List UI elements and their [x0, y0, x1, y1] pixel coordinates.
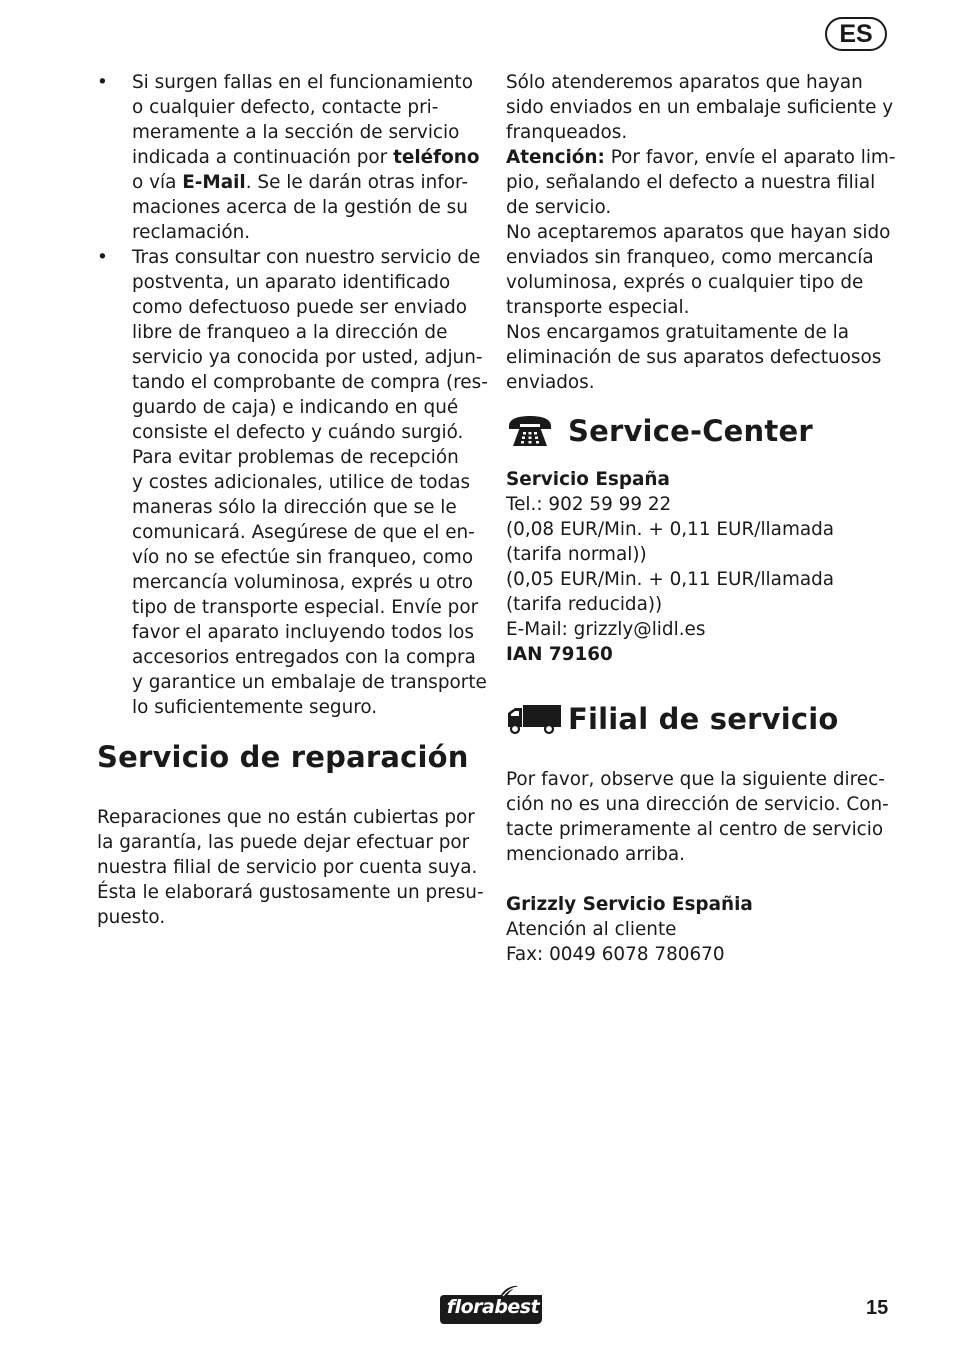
truck-icon: [506, 703, 568, 735]
service-center-heading: Service-Center: [568, 414, 813, 448]
text-line: eliminación de sus aparatos defectuosos: [506, 347, 882, 368]
attention-paragraph: [506, 170, 896, 395]
branch-company: Grizzly Servicio Españia: [506, 894, 753, 915]
text-line: favor el aparato incluyendo todos los: [132, 622, 474, 643]
text-line: sido enviados en un embalaje suficiente y: [506, 97, 894, 118]
text-line: o cualquier defecto, contacte pri-: [132, 97, 439, 118]
text-fragment: Por favor, envíe el aparato lim-: [604, 147, 896, 168]
text-line: accesorios entregados con la compra: [132, 647, 476, 668]
text-line: [132, 145, 482, 170]
text-line: Por favor, observe que la siguiente direc-: [506, 769, 885, 790]
bullet-list: [97, 70, 488, 720]
bullet-dot: •: [97, 72, 108, 93]
text-line: Atención al cliente: [506, 919, 677, 940]
text-line: [506, 145, 896, 170]
text-line: maciones acerca de la gestión de su: [132, 197, 468, 218]
ian-number: IAN 79160: [506, 644, 613, 665]
text-line: de servicio.: [506, 197, 612, 218]
text-line: comunicará. Asegúrese de que el en-: [132, 522, 475, 543]
text-line: Tel.: 902 59 99 22: [506, 494, 672, 515]
text-line: postventa, un aparato identificado: [132, 272, 451, 293]
logo-wordmark: florabest: [446, 1296, 540, 1318]
repair-paragraph: [97, 805, 482, 930]
text-line: Sólo atenderemos aparatos que hayan: [506, 72, 863, 93]
text-fragment: o vía: [132, 172, 183, 193]
language-badge: ES: [825, 17, 887, 51]
left-column: [97, 70, 488, 930]
text-line: (0,08 EUR/Min. + 0,11 EUR/llamada: [506, 519, 835, 540]
branch-paragraph: [506, 767, 896, 867]
text-line: Para evitar problemas de recepción: [132, 447, 459, 468]
bullet-item: [97, 245, 488, 720]
text-line: [132, 170, 482, 195]
text-line: (tarifa normal)): [506, 544, 647, 565]
bullet-dot: •: [97, 247, 108, 268]
text-line: servicio ya conocida por usted, adjun-: [132, 347, 483, 368]
repair-heading: Servicio de reparación: [97, 740, 469, 774]
text-line: lo suficientemente seguro.: [132, 697, 378, 718]
right-column: [506, 70, 896, 967]
text-line: pio, señalando el defecto a nuestra filial: [506, 172, 876, 193]
text-line: E-Mail: grizzly@lidl.es: [506, 619, 706, 640]
text-line: mencionado arriba.: [506, 844, 686, 865]
text-line: y costes adicionales, utilice de todas: [132, 472, 471, 493]
service-subtitle: Servicio España: [506, 469, 670, 490]
text-line: tacte primeramente al centro de servicio: [506, 819, 884, 840]
florabest-logo: [438, 1285, 548, 1325]
text-line: consiste el defecto y cuándo surgió.: [132, 422, 464, 443]
service-center-header: [506, 413, 896, 449]
text-fragment: indicada a continuación por: [132, 147, 394, 168]
page-number: 15: [866, 1297, 889, 1319]
text-line: como defectuoso puede ser enviado: [132, 297, 468, 318]
text-line: maneras sólo la dirección que se le: [132, 497, 457, 518]
text-line: tipo de transporte especial. Envíe por: [132, 597, 479, 618]
text-line: (tarifa reducida)): [506, 594, 663, 615]
text-line: ción no es una dirección de servicio. Con-: [506, 794, 889, 815]
text-line: libre de franqueo a la dirección de: [132, 322, 448, 343]
text-line: Nos encargamos gratuitamente de la: [506, 322, 849, 343]
text-line: transporte especial.: [506, 297, 690, 318]
text-line: vío no se efectúe sin franqueo, como: [132, 547, 474, 568]
text-line: franqueados.: [506, 122, 628, 143]
email-emphasis: E-Mail: [182, 172, 246, 193]
text-line: Si surgen fallas en el funcionamiento: [132, 72, 473, 93]
text-line: nuestra filial de servicio por cuenta suya.: [97, 857, 478, 878]
text-line: y garantice un embalaje de transporte: [132, 672, 487, 693]
text-line: puesto.: [97, 907, 166, 928]
branch-heading: Filial de servicio: [568, 702, 839, 736]
text-line: mercancía voluminosa, exprés u otro: [132, 572, 473, 593]
text-line: meramente a la sección de servicio: [132, 122, 460, 143]
branch-header: [506, 701, 896, 737]
bullet-item: [97, 70, 482, 245]
text-line: tando el comprobante de compra (res-: [132, 372, 488, 393]
text-line: enviados.: [506, 372, 595, 393]
text-line: Tras consultar con nuestro servicio de: [132, 247, 481, 268]
bullet-text: [132, 245, 488, 720]
text-line: Ésta le elaborará gustosamente un presu-: [97, 882, 484, 903]
phone-emphasis: teléfono: [393, 147, 480, 168]
telephone-icon: [506, 413, 568, 449]
text-line: No aceptaremos aparatos que hayan sido: [506, 222, 891, 243]
intro-paragraph: [506, 70, 896, 145]
text-fragment: . Se le darán otras infor-: [245, 172, 469, 193]
text-line: reclamación.: [132, 222, 251, 243]
text-line: Fax: 0049 6078 780670: [506, 944, 725, 965]
text-line: enviados sin franqueo, como mercancía: [506, 247, 874, 268]
attention-label: Atención:: [506, 147, 605, 168]
text-line: guardo de caja) e indicando en qué: [132, 397, 459, 418]
text-line: Reparaciones que no están cubiertas por: [97, 807, 475, 828]
text-line: voluminosa, exprés o cualquier tipo de: [506, 272, 864, 293]
branch-address: [506, 917, 896, 967]
service-contact: [506, 492, 896, 642]
text-line: la garantía, las puede dejar efectuar por: [97, 832, 470, 853]
text-line: (0,05 EUR/Min. + 0,11 EUR/llamada: [506, 569, 835, 590]
